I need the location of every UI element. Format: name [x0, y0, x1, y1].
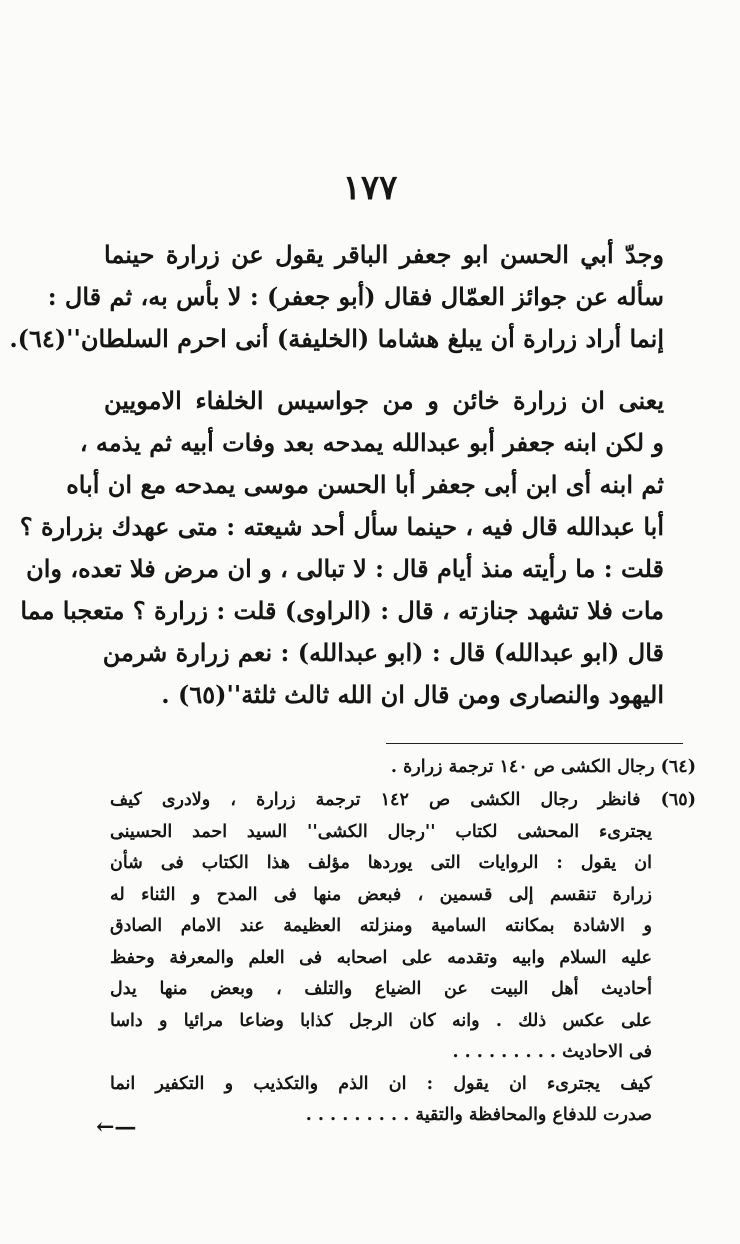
footnote-line: كيف يجترىء ان يقول : ان الذم والتكذيب و التكفير انما [110, 1073, 652, 1094]
footnote-line: أحاديث أهل البيت عن الضياع والتلف ، وبعض منها يدل [110, 979, 652, 999]
footnote-line: (٦٥) فانظر رجال الكشى ص ١٤٢ ترجمة زرارة ، ولادرى كيف [110, 790, 696, 810]
text-line: سأله عن جوائز العمّال فقال (أبو جعفر) : لا بأس به، ثم قال : [47, 282, 664, 311]
footnote-line: صدرت للدفاع والمحافظة والتقية . . . . . . . . . [305, 1105, 652, 1125]
footnote-line: فى الاحاديث . . . . . . . . . [452, 1042, 652, 1062]
text-line: إنما أراد زرارة أن يبلغ هشاما (الخليفة) أنى احرم السلطان''(٦٤). [9, 324, 664, 353]
text-line: يعنى ان زرارة خائن و من جواسيس الخلفاء الامويين [104, 386, 664, 415]
footnote-line: ان يقول : الروايات التى يوردها مؤلف هذا الكتاب فى شأن [110, 853, 652, 873]
text-line: ثم ابنه أى ابن أبى جعفر أبا الحسن موسى يمدحه مع ان أباه [66, 470, 664, 499]
page-number: ١٧٧ [342, 168, 398, 208]
footnote-line: زرارة تنقسم إلى قسمين ، فبعض منها فى المدح و الثناء له [110, 884, 652, 905]
continuation-arrow-icon: ←— [96, 1114, 137, 1140]
text-line: و لكن ابنه جعفر أبو عبدالله يمدحه بعد وفات أبيه ثم يذمه ، [79, 428, 664, 457]
footnote-line: عليه السلام وابيه وتقدمه على اصحابه فى العلم والمعرفة وحفظ [110, 947, 652, 968]
paragraph-1 [9, 234, 664, 360]
footnote-divider [386, 743, 683, 744]
footnote-65 [110, 785, 696, 1132]
footnote-line: (٦٤) رجال الكشى ص ١٤٠ ترجمة زرارة . [390, 757, 696, 777]
text-line: اليهود والنصارى ومن قال ان الله ثالث ثلثة''(٦٥) . [161, 680, 664, 709]
footnote-line: على عكس ذلك . وانه كان الرجل كذابا وضاعا مرائيا و داسا [110, 1010, 652, 1031]
text-line: قال (ابو عبدالله) قال : (ابو عبدالله) : نعم زرارة شرمن [102, 638, 664, 667]
text-line: وجدّ أبي الحسن ابو جعفر الباقر يقول عن زرارة حينما [104, 240, 664, 269]
footnote-64 [110, 752, 696, 784]
text-line: مات فلا تشهد جنازته ، قال : (الراوى) قلت : زرارة ؟ متعجبا مما [20, 596, 664, 625]
paragraph-2 [19, 380, 664, 716]
text-line: أبا عبدالله قال فيه ، حينما سأل أحد شيعته : متى عهدك بزرارة ؟ [19, 512, 664, 541]
footnote-line: و الاشادة بمكانته السامية ومنزلته العظيمة عند الامام الصادق [110, 916, 652, 936]
footnote-line: يجترىء المحشى لكتاب ''رجال الكشى'' السيد احمد الحسينى [110, 821, 652, 842]
text-line: قلت : ما رأيته منذ أيام قال : لا تبالى ، و ان مرض فلا تعده، وان [26, 554, 664, 583]
